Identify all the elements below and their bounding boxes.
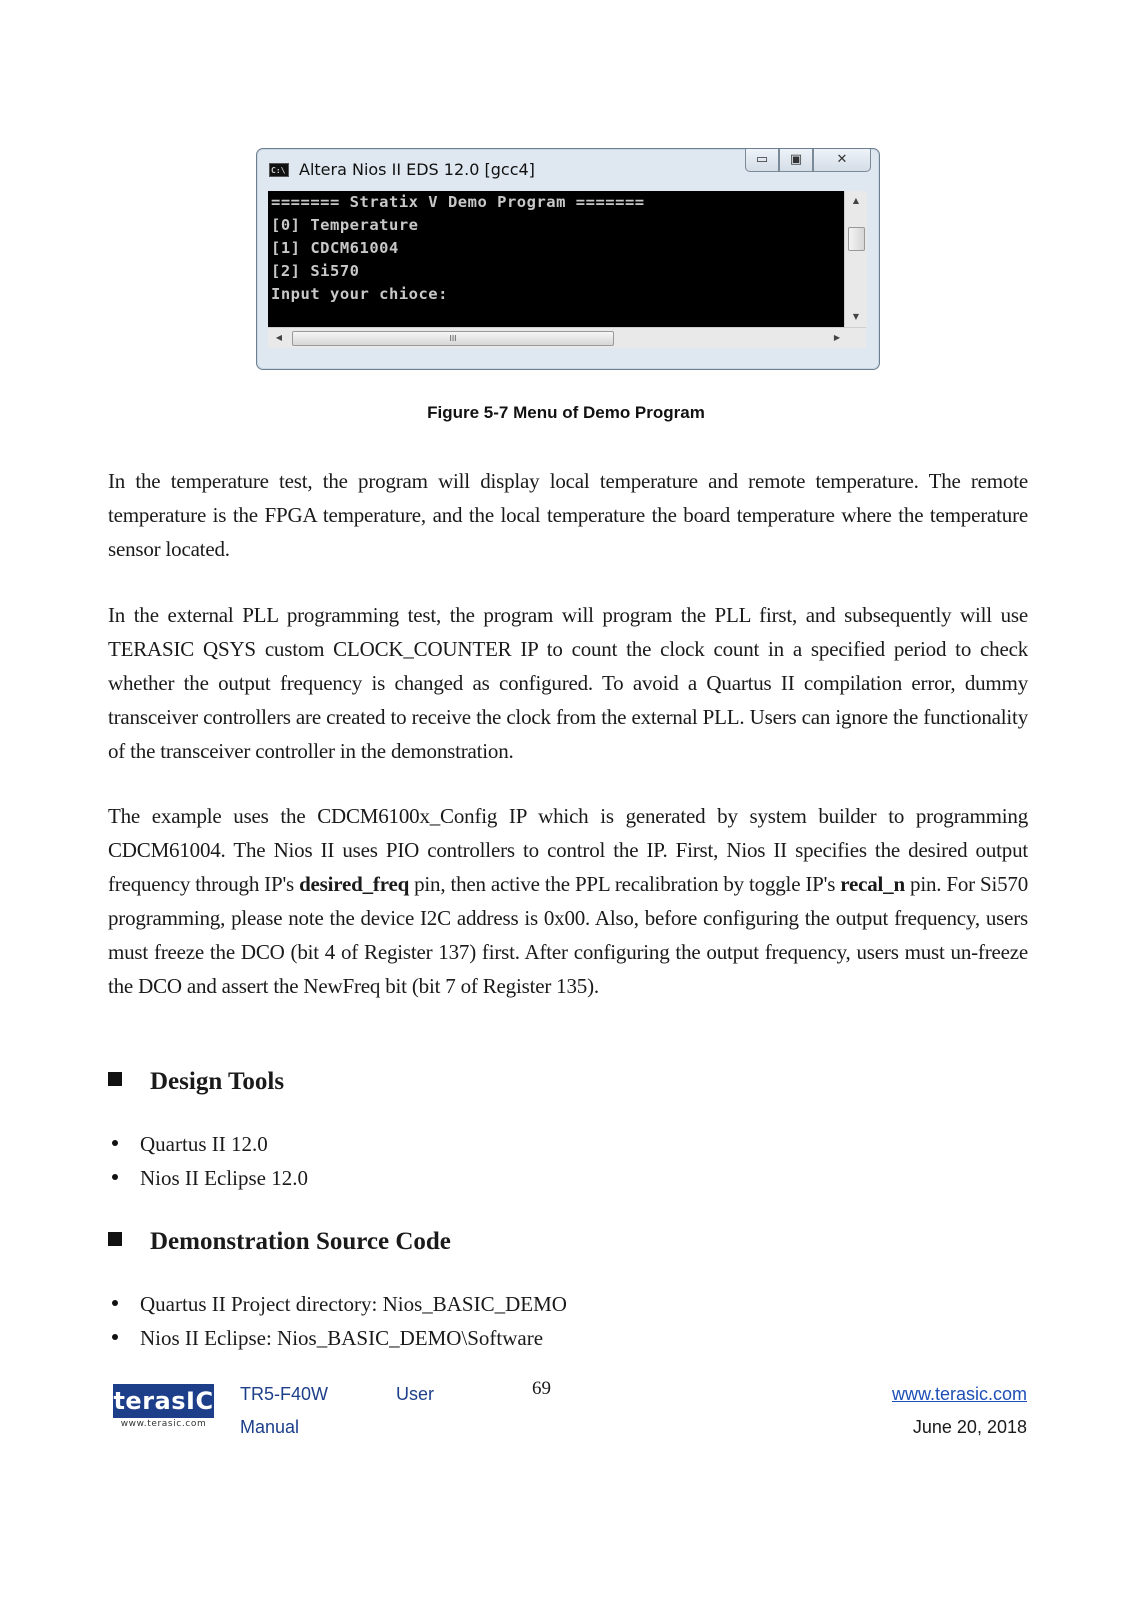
footer-doc-name: TR5-F40W (240, 1384, 329, 1404)
figure-caption: Figure 5-7 Menu of Demo Program (427, 403, 705, 422)
square-bullet-icon (108, 1232, 122, 1246)
console-app-icon: C:\ (269, 163, 289, 177)
list-item (112, 1321, 543, 1355)
bold-term-recal-n: recal_n (840, 872, 905, 896)
heading-label: Demonstration Source Code (150, 1228, 451, 1255)
console-line: [0] Temperature (271, 216, 419, 234)
list-item-text: Nios II Eclipse 12.0 (140, 1166, 308, 1190)
paragraph-pll: In the external PLL programming test, the program will program the PLL first, and subsequently will use TERASIC QSYS custom CLOCK_COUNTER IP to count the clock count in a specified period to check whether the output frequency is changed as configured. To avoid a Quartus II compilation error, dummy transceiver controllers are created to receive the clock from the external PLL. Users can ignore the functionality of the transceiver controller in the demonstration. (108, 603, 1028, 763)
terasic-logo (113, 1384, 214, 1432)
text-run: pin, then active the PPL recalibration by toggle IP's (409, 872, 841, 896)
close-icon[interactable]: ✕ (813, 149, 871, 172)
console-line: [2] Si570 (271, 262, 360, 280)
list-item-text: Quartus II 12.0 (140, 1132, 268, 1156)
logo-subtext: www.terasic.com (120, 1419, 207, 1429)
bullet-icon (112, 1300, 118, 1306)
text-run: pin. For Si570 programming, please note the device I2C address is 0x00. Also, before configuring the output frequency, users must freeze the DCO (bit 4 of Register 137) first. After configuring the output frequency, users must un-freeze the DCO and assert the NewFreq bit (bit 7 of Register 135). (108, 872, 1028, 998)
square-bullet-icon (108, 1072, 122, 1086)
bullet-icon (112, 1174, 118, 1180)
console-line: Input your chioce: (271, 285, 448, 303)
console-line: [1] CDCM61004 (271, 239, 399, 257)
logo-badge (113, 1384, 214, 1418)
list-item-text: Quartus II Project directory: Nios_BASIC_DEMO (140, 1292, 567, 1316)
minimize-icon[interactable]: ▭ (745, 149, 779, 172)
footer-website-link[interactable] (892, 1384, 1027, 1405)
footer-date: June 20, 2018 (912, 1417, 1027, 1437)
console-line: ======= Stratix V Demo Program ======= (271, 193, 645, 211)
footer-doc-type: User (396, 1384, 435, 1404)
section-heading-design-tools (108, 1068, 284, 1096)
website-link-text[interactable]: www.terasic.com (891, 1384, 1027, 1404)
logo-text: terasIC (113, 1387, 214, 1415)
horizontal-scroll-thumb[interactable]: III (292, 331, 614, 346)
bullet-icon (112, 1334, 118, 1340)
list-item (112, 1161, 308, 1195)
bold-term-desired-freq: desired_freq (299, 872, 410, 896)
window-controls (745, 149, 871, 173)
page-number: 69 (532, 1378, 551, 1399)
bullet-icon (112, 1140, 118, 1146)
list-item (112, 1127, 268, 1161)
heading-label: Design Tools (150, 1068, 285, 1095)
scroll-left-icon[interactable]: ◀ (275, 333, 283, 342)
console-window-screenshot (256, 148, 880, 370)
scroll-down-icon[interactable]: ▼ (852, 312, 860, 321)
list-item (112, 1287, 567, 1321)
footer-doc-type-2: Manual (240, 1417, 300, 1437)
paragraph-temperature: In the temperature test, the program will display local temperature and remote temperature. The remote temperature is the FPGA temperature, and the local temperature the board temperature where the temperature sensor located. (108, 469, 1028, 561)
scroll-up-icon[interactable]: ▲ (852, 196, 860, 205)
vertical-scroll-thumb[interactable] (848, 227, 865, 251)
section-heading-source-code (108, 1228, 451, 1256)
window-titlebar (257, 149, 879, 189)
paragraph-cdcm-example (108, 799, 1028, 1003)
text-run: The example uses the CDCM6100x_Config IP which is generated by system builder to programming CDCM61004. The Nios II uses PIO controllers to control the IP. First, Nios II specifies the desired output frequency through IP's (108, 804, 1028, 896)
list-item-text: Nios II Eclipse: Nios_BASIC_DEMO\Software (140, 1326, 544, 1350)
vertical-scrollbar[interactable] (844, 191, 867, 327)
console-output[interactable] (268, 191, 844, 327)
maximize-icon[interactable]: ▣ (779, 149, 813, 172)
horizontal-scrollbar[interactable] (268, 327, 866, 348)
window-title: Altera Nios II EDS 12.0 [gcc4] (299, 160, 535, 179)
scroll-right-icon[interactable]: ▶ (833, 333, 841, 342)
